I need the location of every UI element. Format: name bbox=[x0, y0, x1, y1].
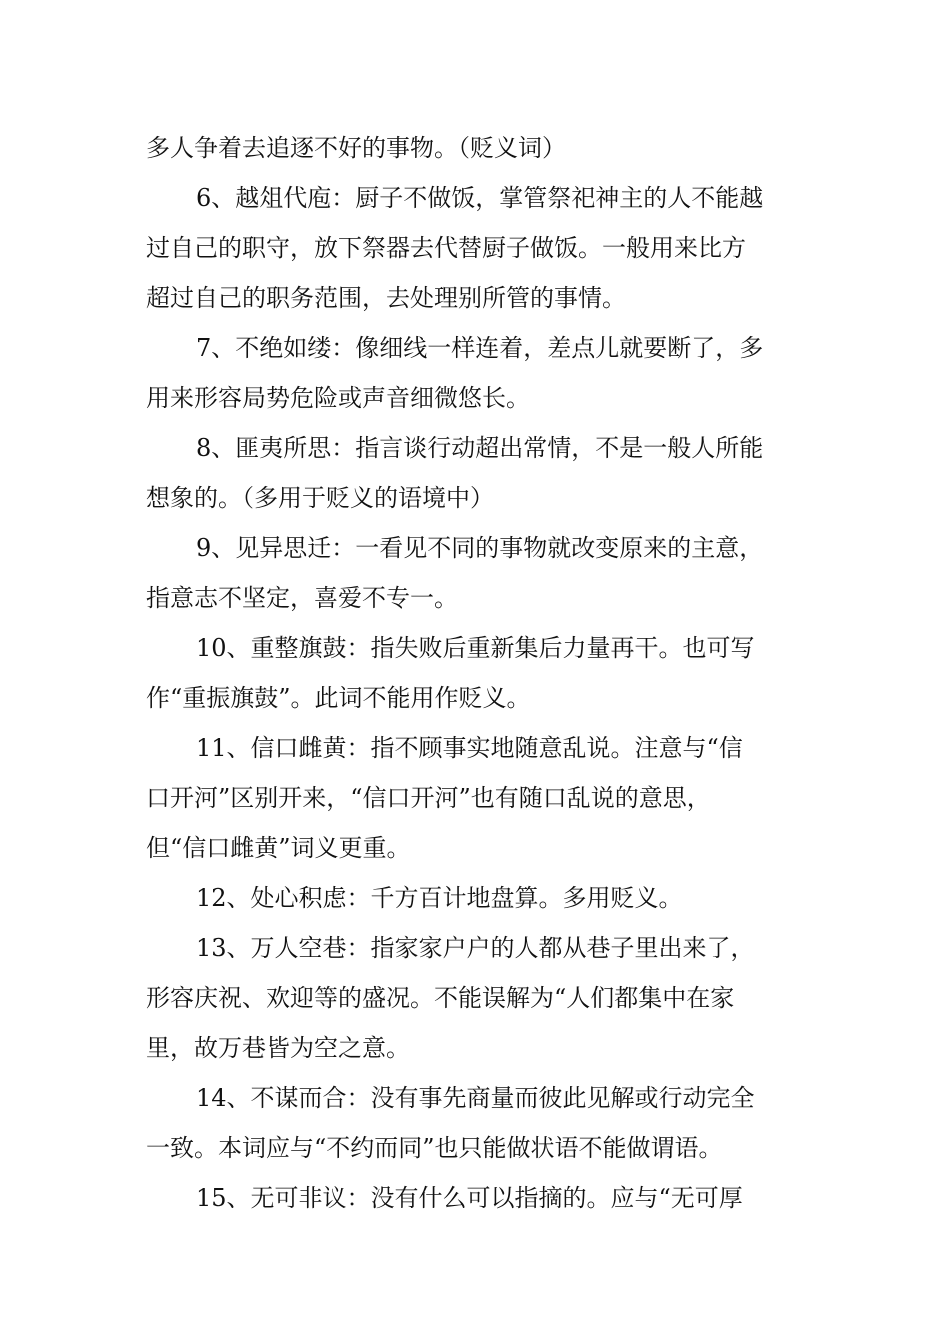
text-line: 过自己的职守，放下祭器去代替厨子做饭。一般用来比方 bbox=[146, 234, 746, 262]
text-line: 8、匪夷所思：指言谈行动超出常情，不是一般人所能 bbox=[196, 434, 764, 462]
text-line: 用来形容局势危险或声音细微悠长。 bbox=[146, 384, 530, 412]
text-line: 13、万人空巷：指家家户户的人都从巷子里出来了， bbox=[196, 934, 755, 962]
text-line: 12、处心积虑：千方百计地盘算。多用贬义。 bbox=[196, 884, 683, 912]
text-line: 15、无可非议：没有什么可以指摘的。应与“无可厚 bbox=[196, 1184, 743, 1212]
text-line: 一致。本词应与“不约而同”也只能做状语不能做谓语。 bbox=[146, 1134, 723, 1162]
text-line: 超过自己的职务范围，去处理别所管的事情。 bbox=[146, 284, 626, 312]
text-line: 多人争着去追逐不好的事物。（贬义词） bbox=[146, 134, 566, 162]
text-line: 7、不绝如缕：像细线一样连着，差点儿就要断了，多 bbox=[196, 334, 764, 362]
text-line: 11、信口雌黄：指不顾事实地随意乱说。注意与“信 bbox=[196, 734, 743, 762]
text-line: 9、见异思迁：一看见不同的事物就改变原来的主意， bbox=[196, 534, 764, 562]
text-line: 作“重振旗鼓”。此词不能用作贬义。 bbox=[146, 684, 531, 712]
text-line: 14、不谋而合：没有事先商量而彼此见解或行动完全 bbox=[196, 1084, 755, 1112]
text-line: 想象的。（多用于贬义的语境中） bbox=[146, 484, 494, 512]
text-line: 里，故万巷皆为空之意。 bbox=[146, 1034, 410, 1062]
text-line: 6、越俎代庖：厨子不做饭，掌管祭祀神主的人不能越 bbox=[196, 184, 764, 212]
text-line: 但“信口雌黄”词义更重。 bbox=[146, 834, 411, 862]
text-line: 口开河”区别开来，“信口开河”也有随口乱说的意思， bbox=[146, 784, 711, 812]
text-line: 指意志不坚定，喜爱不专一。 bbox=[146, 584, 458, 612]
text-line: 10、重整旗鼓：指失败后重新集后力量再干。也可写 bbox=[196, 634, 755, 662]
text-line: 形容庆祝、欢迎等的盛况。不能误解为“人们都集中在家 bbox=[146, 984, 735, 1012]
